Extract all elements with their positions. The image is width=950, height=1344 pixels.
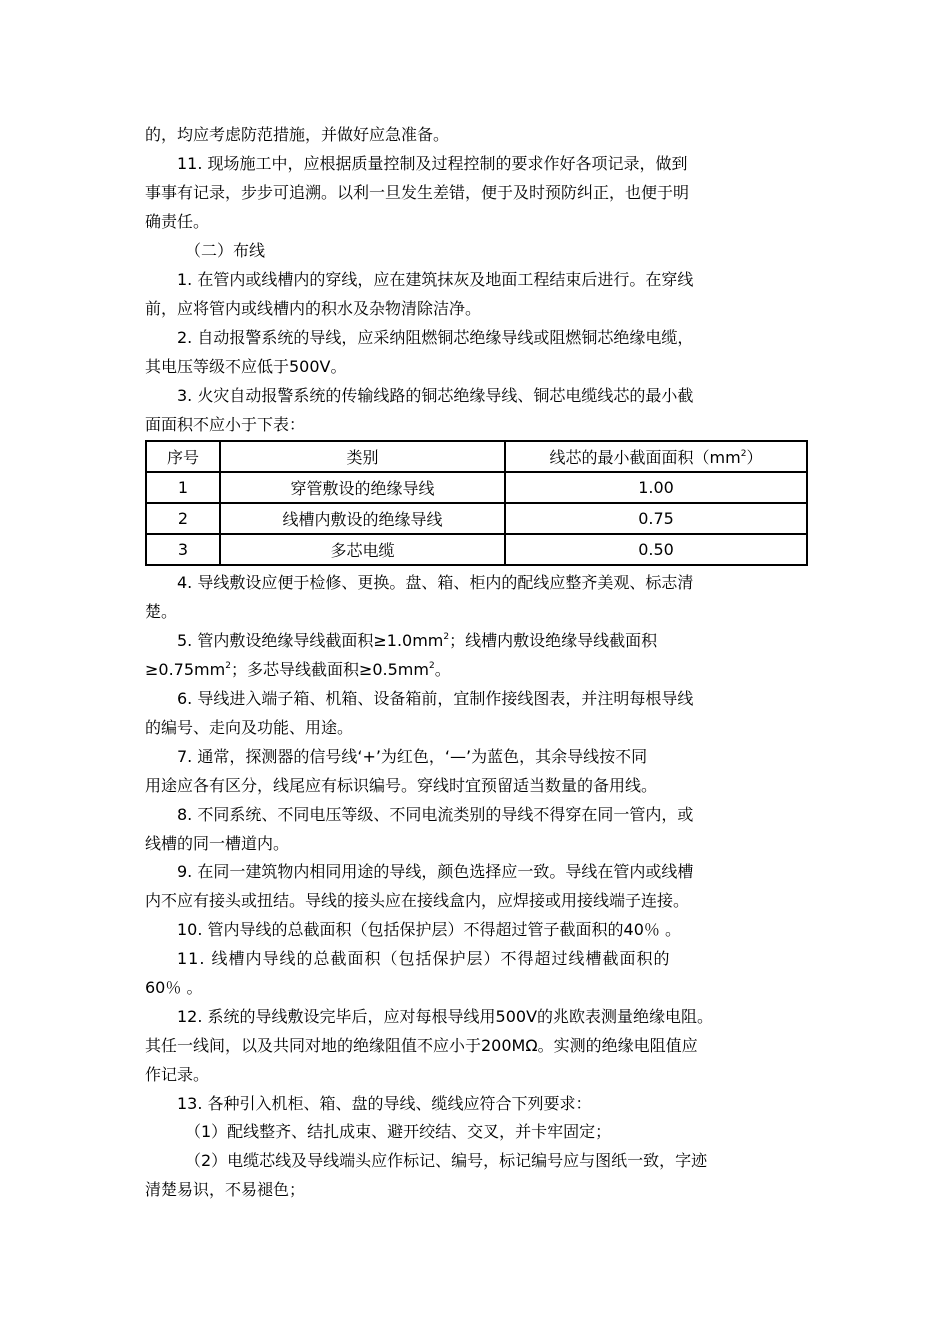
text-run: 5. 管内敷设绝缘导线截面积≥1.0mm	[177, 631, 444, 650]
paragraph-item-8	[145, 800, 805, 858]
text-line: 用途应各有区分，线尾应有标识编号。穿线时宜预留适当数量的备用线。	[145, 776, 658, 795]
text-line: 11. 线槽内导线的总截面积（包括保护层）不得超过线槽截面积的	[177, 949, 671, 968]
text-line: 作记录。	[145, 1065, 210, 1084]
min-cross-section-table	[145, 440, 808, 566]
text-line: 其任一线间，以及共同对地的绝缘阻值不应小于200MΩ。实测的绝缘电阻值应	[145, 1036, 698, 1055]
section-title: （二）布线	[185, 241, 266, 260]
text-line: 内不应有接头或扭结。导线的接头应在接线盒内，应焊接或用接线端子连接。	[145, 891, 690, 910]
paragraph-item-11-trunking	[145, 944, 805, 1002]
paragraph-item-5	[145, 626, 805, 684]
header-min-area	[505, 441, 807, 472]
text-line: 的编号、走向及功能、用途。	[145, 718, 354, 737]
paragraph-item-13	[145, 1089, 805, 1118]
paragraph-item-7	[145, 742, 805, 800]
text-line: 前，应将管内或线槽内的积水及杂物清除洁净。	[145, 299, 482, 318]
text-run: ；多芯导线截面积≥0.5mm	[230, 660, 429, 679]
paragraph-item-10	[145, 915, 805, 944]
text-line: 12. 系统的导线敷设完毕后，应对每根导线用500V的兆欧表测量绝缘电阻。	[177, 1007, 714, 1026]
text-line: 2. 自动报警系统的导线，应采纳阻燃铜芯绝缘导线或阻燃铜芯绝缘电缆，	[177, 328, 694, 347]
text-line: 4. 导线敷设应便于检修、更换。盘、箱、柜内的配线应整齐美观、标志清	[177, 573, 694, 592]
paragraph-item-11-records	[145, 149, 805, 236]
superscript: 2	[740, 449, 747, 459]
paragraph-item-2	[145, 323, 805, 381]
paragraph-item-6	[145, 684, 805, 742]
section-heading	[145, 236, 805, 265]
text-line: 楚。	[145, 602, 178, 621]
superscript: 2	[428, 661, 435, 671]
table-cell-category: 穿管敷设的绝缘导线	[220, 472, 505, 503]
text-run: ≥0.75mm	[145, 660, 226, 679]
text-line: 6. 导线进入端子箱、机箱、设备箱前，宜制作接线图表，并注明每根导线	[177, 689, 694, 708]
text-line: 面面积不应小于下表：	[145, 415, 306, 434]
paragraph-0	[145, 120, 805, 149]
text-line: 线槽的同一槽道内。	[145, 834, 290, 853]
table-cell-category: 线槽内敷设的绝缘导线	[220, 503, 505, 534]
text-line	[145, 626, 805, 655]
paragraph-item-3	[145, 381, 805, 439]
text-line: 13. 各种引入机柜、箱、盘的导线、缆线应符合下列要求：	[177, 1094, 592, 1113]
paragraph-item-4	[145, 568, 805, 626]
paragraph-item-1	[145, 265, 805, 323]
header-serial: 序号	[146, 441, 220, 472]
table-cell-serial: 3	[146, 534, 220, 565]
paragraph-sub-2	[145, 1146, 805, 1204]
header-category: 类别	[220, 441, 505, 472]
text-line: 11. 现场施工中，应根据质量控制及过程控制的要求作好各项记录，做到	[177, 154, 688, 173]
table-cell-serial: 1	[146, 472, 220, 503]
paragraph-item-9	[145, 857, 805, 915]
text-line: （2）电缆芯线及导线端头应作标记、编号，标记编号应与图纸一致，字迹	[185, 1151, 708, 1170]
header-min-area-close: ）	[746, 448, 763, 467]
table-row	[146, 534, 807, 565]
text-line: 清楚易识，不易褪色；	[145, 1180, 306, 1199]
table-row	[146, 472, 807, 503]
table-header-row	[146, 441, 807, 472]
text-line: 9. 在同一建筑物内相同用途的导线，颜色选择应一致。导线在管内或线槽	[177, 862, 694, 881]
text-line	[145, 655, 805, 684]
table-cell-area: 0.50	[505, 534, 807, 565]
text-line: 3. 火灾自动报警系统的传输线路的铜芯绝缘导线、铜芯电缆线芯的最小截	[177, 386, 694, 405]
paragraph-sub-1	[145, 1117, 805, 1146]
text-line: 7. 通常，探测器的信号线‘+’为红色，‘—’为蓝色，其余导线按不同	[177, 747, 648, 766]
text-line: 10. 管内导线的总截面积（包括保护层）不得超过管子截面积的40％ 。	[177, 920, 681, 939]
table-cell-area: 1.00	[505, 472, 807, 503]
header-min-area-text: 线芯的最小截面面积（mm	[549, 448, 741, 467]
text-line: 1. 在管内或线槽内的穿线，应在建筑抹灰及地面工程结束后进行。在穿线	[177, 270, 694, 289]
text-run: ；线槽内敷设绝缘导线截面积	[449, 631, 658, 650]
text-run: 。	[434, 660, 451, 679]
text-line: 事事有记录，步步可追溯。以利一旦发生差错，便于及时预防纠正，也便于明	[145, 183, 690, 202]
text-line: 60％ 。	[145, 978, 203, 997]
text-line: （1）配线整齐、结扎成束、避开绞结、交叉，并卡牢固定；	[185, 1122, 612, 1141]
paragraph-item-12	[145, 1002, 805, 1089]
text-line: 确责任。	[145, 212, 210, 231]
table-cell-serial: 2	[146, 503, 220, 534]
text-line: 的，均应考虑防范措施，并做好应急准备。	[145, 125, 450, 144]
superscript: 2	[443, 632, 450, 642]
table-cell-area: 0.75	[505, 503, 807, 534]
table-row	[146, 503, 807, 534]
text-line: 8. 不同系统、不同电压等级、不同电流类别的导线不得穿在同一管内，或	[177, 805, 694, 824]
table-cell-category: 多芯电缆	[220, 534, 505, 565]
text-line: 其电压等级不应低于500V。	[145, 357, 347, 376]
superscript: 2	[225, 661, 231, 671]
